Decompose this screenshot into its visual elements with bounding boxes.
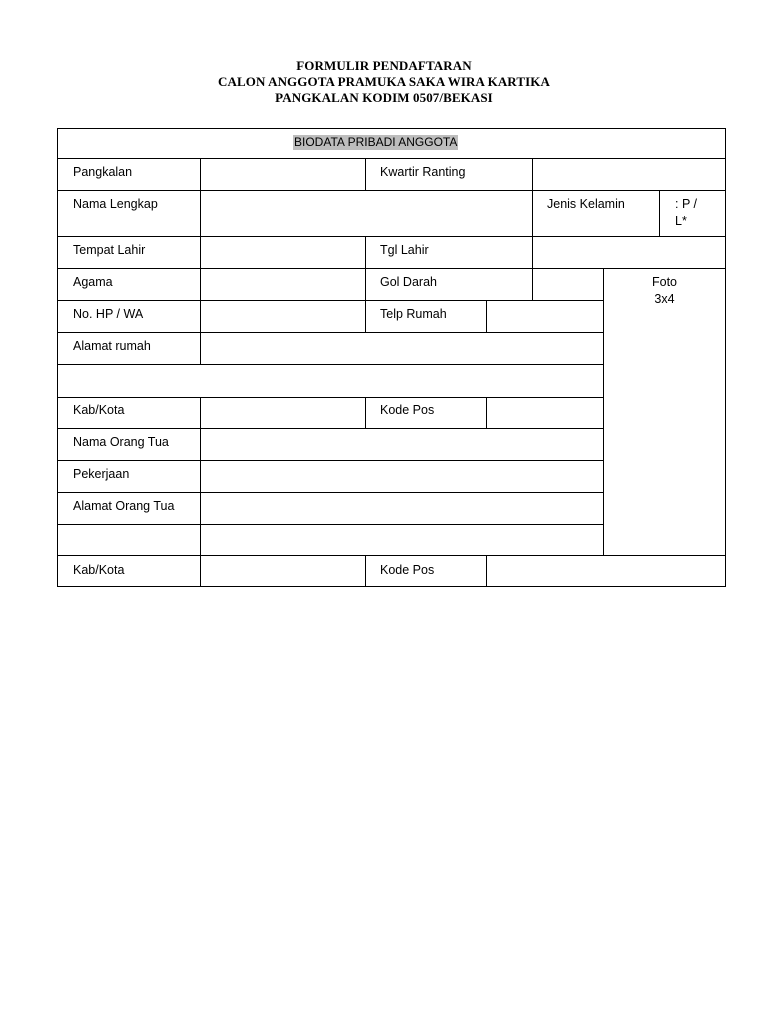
label-no-hp: No. HP / WA — [73, 307, 144, 321]
photo-box — [603, 274, 726, 308]
photo-label-line-1: Foto — [651, 275, 677, 289]
label-kode-pos-1: Kode Pos — [380, 403, 435, 417]
input-alamat-rumah[interactable] — [201, 333, 603, 364]
label-kab-kota-1: Kab/Kota — [73, 403, 125, 417]
input-pangkalan[interactable] — [201, 159, 365, 190]
photo-label-line-2: 3x4 — [654, 292, 675, 306]
label-agama: Agama — [73, 275, 113, 289]
label-nama-lengkap: Nama Lengkap — [73, 197, 158, 211]
input-gol-darah[interactable] — [533, 269, 603, 300]
input-alamat-rumah-line-2[interactable] — [58, 365, 603, 397]
input-kode-pos-1[interactable] — [487, 398, 603, 428]
label-jenis-kelamin: Jenis Kelamin — [547, 197, 625, 211]
label-tempat-lahir: Tempat Lahir — [73, 243, 146, 257]
title-line-2: CALON ANGGOTA PRAMUKA SAKA WIRA KARTIKA — [218, 74, 550, 89]
label-kab-kota-2: Kab/Kota — [73, 563, 125, 577]
label-tgl-lahir: Tgl Lahir — [380, 243, 429, 257]
input-nama-orang-tua[interactable] — [201, 429, 603, 460]
label-alamat-orang-tua: Alamat Orang Tua — [73, 499, 175, 513]
label-kwartir-ranting: Kwartir Ranting — [380, 165, 466, 179]
jk-options-line-2: L* — [675, 214, 687, 228]
input-tgl-lahir[interactable] — [533, 237, 726, 268]
input-pekerjaan[interactable] — [201, 461, 603, 492]
title-line-1: FORMULIR PENDAFTARAN — [296, 58, 472, 73]
label-pangkalan: Pangkalan — [73, 165, 133, 179]
input-kwartir-ranting[interactable] — [533, 159, 726, 190]
label-telp-rumah: Telp Rumah — [380, 307, 447, 321]
input-agama[interactable] — [201, 269, 365, 300]
label-gol-darah: Gol Darah — [380, 275, 437, 289]
form-title — [0, 58, 768, 106]
input-alamat-orang-tua-line-2[interactable] — [201, 525, 603, 555]
input-kab-kota-1[interactable] — [201, 398, 365, 428]
label-alamat-rumah: Alamat rumah — [73, 339, 151, 353]
input-kode-pos-2[interactable] — [487, 556, 725, 586]
input-telp-rumah[interactable] — [487, 301, 603, 332]
input-alamat-orang-tua[interactable] — [201, 493, 603, 524]
section-title: BIODATA PRIBADI ANGGOTA — [294, 135, 458, 149]
label-kode-pos-2: Kode Pos — [380, 563, 435, 577]
input-kab-kota-2[interactable] — [201, 556, 365, 586]
jk-options-line-1: : P / — [675, 197, 698, 211]
label-pekerjaan: Pekerjaan — [73, 467, 130, 481]
title-line-3: PANGKALAN KODIM 0507/BEKASI — [275, 90, 493, 105]
input-no-hp[interactable] — [201, 301, 365, 332]
input-tempat-lahir[interactable] — [201, 237, 365, 268]
registration-form-table — [57, 128, 726, 587]
input-nama-lengkap[interactable] — [201, 191, 532, 236]
label-nama-orang-tua: Nama Orang Tua — [73, 435, 169, 449]
input-jenis-kelamin[interactable] — [675, 196, 697, 230]
